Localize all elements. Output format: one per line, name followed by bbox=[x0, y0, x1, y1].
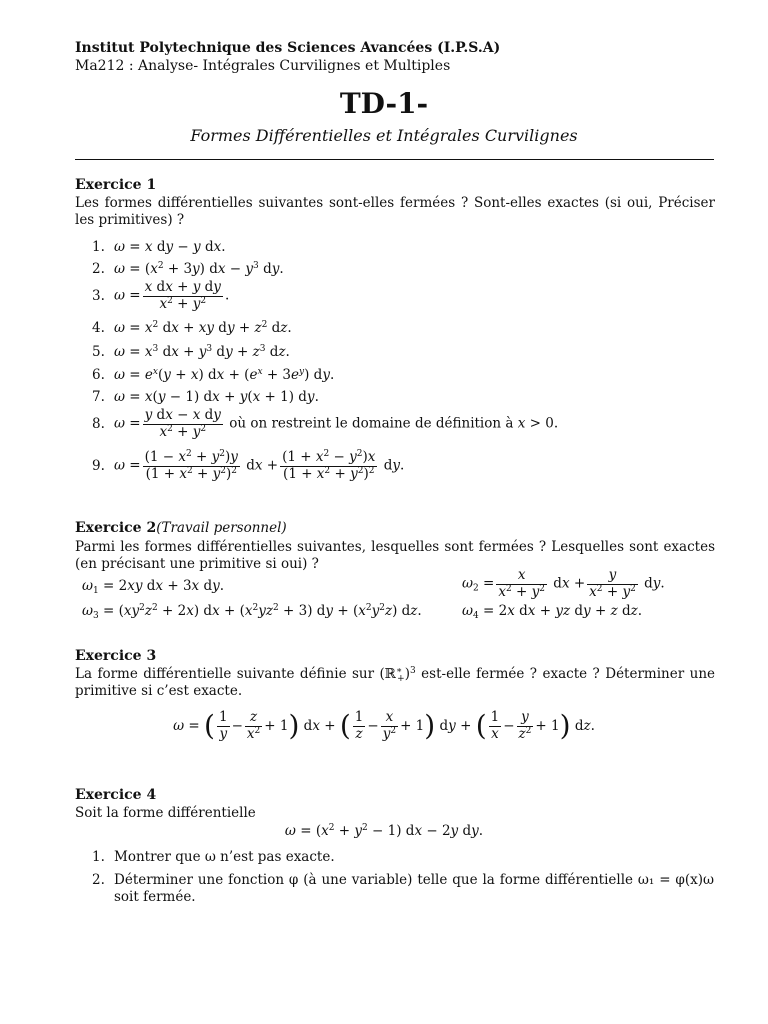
exercise-2-note: (Travail personnel) bbox=[156, 520, 287, 536]
exercise-3-title: Exercice 3 bbox=[75, 648, 157, 664]
exercise-1-statement: Les formes différentielles suivantes sont-elles fermées ? Sont-elles exactes (si oui, Préciser les primitives) ? bbox=[75, 195, 715, 229]
item-number: 5. bbox=[92, 344, 105, 360]
exercise-3-formula: ω = ( $\frac{1}{y}$ − $\frac{z}{x^2}$ + 1) dx + ( $\frac{1}{z}$ − $\frac{x}{y^2}$ + 1) dy + ( $\frac{1}{x}$ − $\frac{y}{z^2}$ + 1) dz. bbox=[173, 709, 595, 742]
exercise-4-question-1 bbox=[92, 849, 335, 866]
item-8-condition-text: où on restreint le domaine de définition à bbox=[229, 415, 514, 432]
exercise-4-question-2 bbox=[92, 872, 714, 907]
exercise-1-item-5: 5. $\omega = x^3$ dx + $y^3$ dy + $z^3$ dz. bbox=[92, 344, 290, 360]
item-number: 8. bbox=[92, 415, 105, 432]
exercise-1-item-7: 7. ω = x(y − 1) dx + y(x + 1) dy. bbox=[92, 389, 319, 405]
exercise-1-item-6: 6. $\omega = e^x(y + x)$ dx + $(e^x + 3e^y)$ dy. bbox=[92, 367, 335, 383]
exercise-4-formula: $\omega = (x^2 + y^2 - 1)$ dx − 2y dy. bbox=[284, 823, 484, 839]
question-1-text: Montrer que ω n’est pas exacte. bbox=[114, 849, 335, 865]
exercise-4-title: Exercice 4 bbox=[75, 787, 157, 803]
exercise-3-statement: La forme différentielle suivante définie sur (ℝ∗$_+$)$^3$ est-elle fermée ? exacte ? Déterminer une primitive si c’est exacte. bbox=[75, 666, 716, 700]
exercise-2-omega-3: $\omega_3 = (xy^2z^2 + 2x)$ dx + $(x^2yz^2 + 3)$ dy + $(x^2y^2z)$ dz. bbox=[82, 603, 422, 621]
exercise-2-omega-1: $\omega_1 = 2xy$ dx + 3x dy. bbox=[82, 578, 225, 596]
exercise-1-item-2: 2. $\omega = (x^2 + 3y)$ dx − $y^3$ dy. bbox=[92, 261, 284, 277]
exercise-4-statement: Soit la forme différentielle bbox=[75, 805, 256, 821]
item-number: 1. bbox=[92, 849, 105, 865]
item-number: 1. bbox=[92, 239, 105, 255]
item-number: 4. bbox=[92, 320, 105, 336]
exercise-1-item-8: 8. ω = $\frac{\text{y dx − x dy}}{x^2 + y^2}$ où on restreint le domaine de définition à x > 0. bbox=[92, 407, 559, 440]
exercise-2-heading bbox=[75, 520, 287, 538]
item-number: 9. bbox=[92, 457, 105, 474]
exercise-1-item-9: 9. ω = $\frac{(1 - x^2 + y^2)y}{(1 + x^2 + y^2)^2}$ dx + $\frac{(1 + x^2 - y^2)x}{(1 + x^2 + y^2)^2}$ dy. bbox=[92, 449, 405, 482]
exercise-2-statement: Parmi les formes différentielles suivantes, lesquelles sont fermées ? Lesquelles sont exactes (en précisant une primitive si oui) ? bbox=[75, 539, 715, 573]
course-name: Ma212 : Analyse- Intégrales Curvilignes et Multiples bbox=[75, 58, 451, 74]
exercise-3-statement-part-b: est-elle fermée ? exacte ? Déterminer une primitive si c’est exacte. bbox=[75, 666, 716, 700]
question-2-text: Déterminer une fonction φ (à une variable) telle que la forme différentielle ω₁ = φ(x)ω soit fermée. bbox=[114, 872, 714, 906]
exercise-2-omega-4: $\omega_4 = 2x$ dx + yz dy + z dz. bbox=[462, 603, 643, 621]
exercise-1-item-4: 4. $\omega = x^2$ dx + xy dy + $z^2$ dz. bbox=[92, 320, 292, 336]
item-number: 2. bbox=[92, 261, 105, 277]
institution-name: Institut Polytechnique des Sciences Avancées (I.P.S.A) bbox=[75, 40, 501, 56]
exercise-3-statement-part-a: La forme différentielle suivante définie sur bbox=[75, 666, 375, 682]
item-number: 2. bbox=[92, 872, 105, 888]
exercise-1-title: Exercice 1 bbox=[75, 177, 157, 193]
item-number: 6. bbox=[92, 367, 105, 383]
exercise-2-title: Exercice 2 bbox=[75, 520, 157, 536]
page-subtitle: Formes Différentielles et Intégrales Curvilignes bbox=[190, 126, 578, 145]
exercise-1-item-1: 1. ω = x dy − y dx. bbox=[92, 239, 226, 255]
header-rule bbox=[75, 159, 714, 160]
exercise-2-omega-2: $\omega_2$ = $\frac{x}{x^2 + y^2}$ dx + $\frac{y}{x^2 + y^2}$ dy. bbox=[462, 567, 665, 600]
item-number: 7. bbox=[92, 389, 105, 405]
item-number: 3. bbox=[92, 287, 105, 304]
exercise-1-item-3: 3. ω = $\frac{\text{x dx + y dy}}{x^2 + y^2}$ . bbox=[92, 279, 230, 312]
page-title: TD-1- bbox=[339, 87, 429, 120]
